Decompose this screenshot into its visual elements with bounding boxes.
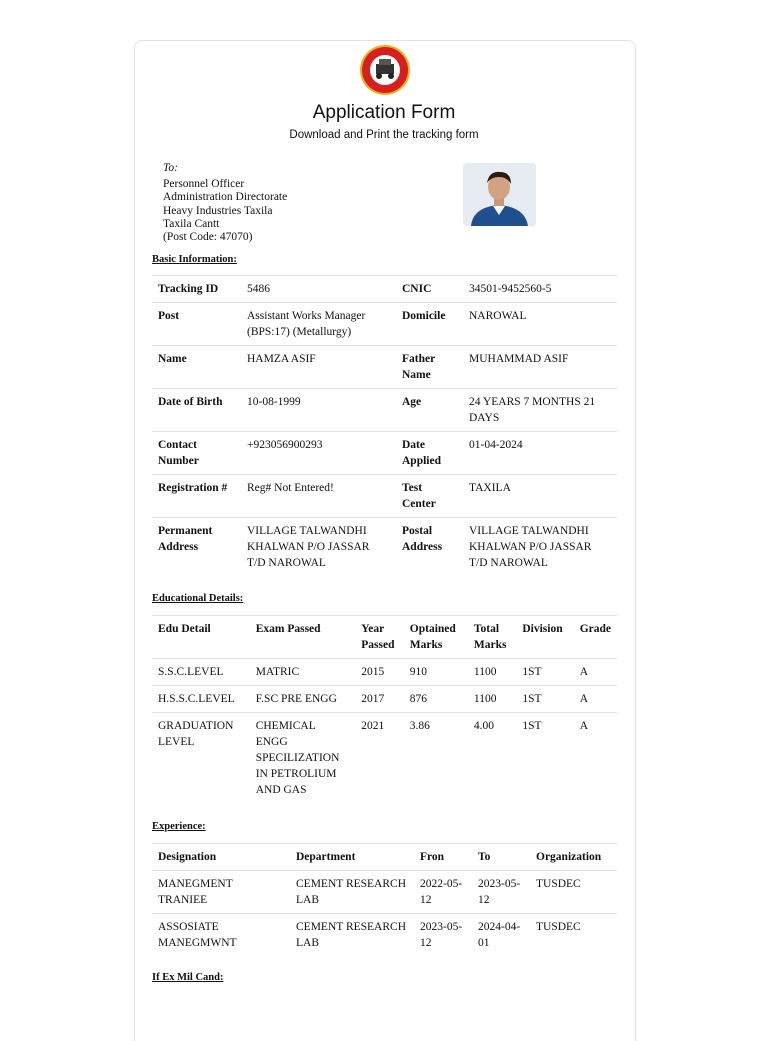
column-header: Year Passed [355, 616, 404, 659]
table-row [152, 475, 617, 518]
field-label: Name [152, 346, 241, 389]
table-cell: 1ST [516, 659, 573, 686]
section-experience: Experience: [152, 821, 206, 832]
table-row [152, 686, 617, 713]
field-value: 24 YEARS 7 MONTHS 21 DAYS [463, 389, 617, 432]
address-line: Administration Directorate [163, 191, 288, 204]
table-cell: A [574, 659, 617, 686]
table-cell: 2021 [355, 713, 404, 804]
table-cell: S.S.C.LEVEL [152, 659, 250, 686]
column-header: Division [516, 616, 573, 659]
table-cell: 1100 [468, 659, 516, 686]
section-basic-information: Basic Information: [152, 254, 237, 265]
column-header: Optained Marks [404, 616, 468, 659]
column-header: Organization [530, 844, 617, 871]
table-cell: 910 [404, 659, 468, 686]
table-cell: A [574, 713, 617, 804]
table-cell: TUSDEC [530, 871, 617, 914]
address-line: Personnel Officer [163, 178, 245, 191]
field-value: 5486 [241, 276, 396, 303]
field-label: Permanent Address [152, 518, 241, 577]
field-value: HAMZA ASIF [241, 346, 396, 389]
field-value: 01-04-2024 [463, 432, 617, 475]
table-row [152, 346, 617, 389]
column-header: Designation [152, 844, 290, 871]
recipient-address [163, 162, 287, 244]
table-row [152, 713, 617, 804]
table-row [152, 432, 617, 475]
section-educational-details: Educational Details: [152, 593, 244, 604]
column-header: To [472, 844, 530, 871]
section-ex-mil-candidate: If Ex Mil Cand: [152, 972, 224, 983]
table-header-row [152, 844, 617, 871]
column-header: Exam Passed [250, 616, 356, 659]
field-value: VILLAGE TALWANDHI KHALWAN P/O JASSAR T/D NAROWAL [463, 518, 617, 577]
address-line: Taxila Cantt [163, 217, 220, 230]
table-row [152, 518, 617, 577]
page-subtitle: Download and Print the tracking form [289, 129, 479, 141]
field-value: Assistant Works Manager (BPS:17) (Metallurgy) [241, 303, 396, 346]
table-row [152, 914, 617, 957]
applicant-photo [463, 163, 536, 226]
field-label: CNIC [396, 276, 463, 303]
field-label: Age [396, 389, 463, 432]
organization-seal-logo [357, 44, 413, 96]
field-label: Domicile [396, 303, 463, 346]
table-header-row [152, 616, 617, 659]
table-cell: 2024-04-01 [472, 914, 530, 957]
field-value: Reg# Not Entered! [241, 475, 396, 518]
table-cell: CHEMICAL ENGG SPECILIZATION IN PETROLIUM AND GAS [250, 713, 356, 804]
table-cell: 2023-05-12 [472, 871, 530, 914]
table-cell: 2022-05-12 [414, 871, 472, 914]
table-row [152, 303, 617, 346]
table-cell: TUSDEC [530, 914, 617, 957]
table-cell: CEMENT RESEARCH LAB [290, 914, 414, 957]
table-cell: 2023-05-12 [414, 914, 472, 957]
field-label: Date Applied [396, 432, 463, 475]
table-cell: 2015 [355, 659, 404, 686]
table-cell: MATRIC [250, 659, 356, 686]
field-label: Contact Number [152, 432, 241, 475]
table-cell: CEMENT RESEARCH LAB [290, 871, 414, 914]
column-header: Department [290, 844, 414, 871]
table-row [152, 871, 617, 914]
column-header: Total Marks [468, 616, 516, 659]
field-value: +923056900293 [241, 432, 396, 475]
page-title: Application Form [312, 102, 456, 123]
field-value: MUHAMMAD ASIF [463, 346, 617, 389]
table-cell: 876 [404, 686, 468, 713]
field-value: 10-08-1999 [241, 389, 396, 432]
basic-information-table [152, 275, 617, 576]
table-cell: 3.86 [404, 713, 468, 804]
field-label: Test Center [396, 475, 463, 518]
table-cell: 1ST [516, 686, 573, 713]
column-header: Grade [574, 616, 617, 659]
table-cell: ASSOSIATE MANEGMWNT [152, 914, 290, 957]
field-label: Registration # [152, 475, 241, 518]
table-row [152, 659, 617, 686]
table-cell: GRADUATION LEVEL [152, 713, 250, 804]
field-label: Father Name [396, 346, 463, 389]
address-line: (Post Code: 47070) [163, 231, 253, 244]
table-cell: 1ST [516, 713, 573, 804]
table-cell: MANEGMENT TRANIEE [152, 871, 290, 914]
address-line: Heavy Industries Taxila [163, 204, 273, 217]
educational-details-table [152, 615, 617, 803]
field-label: Postal Address [396, 518, 463, 577]
field-label: Post [152, 303, 241, 346]
table-cell: A [574, 686, 617, 713]
table-cell: 1100 [468, 686, 516, 713]
field-label: Tracking ID [152, 276, 241, 303]
table-cell: 2017 [355, 686, 404, 713]
column-header: Edu Detail [152, 616, 250, 659]
table-row [152, 276, 617, 303]
table-cell: F.SC PRE ENGG [250, 686, 356, 713]
field-value: TAXILA [463, 475, 617, 518]
table-cell: H.S.S.C.LEVEL [152, 686, 250, 713]
field-value: VILLAGE TALWANDHI KHALWAN P/O JASSAR T/D NAROWAL [241, 518, 396, 577]
experience-table [152, 843, 617, 956]
field-value: NAROWAL [463, 303, 617, 346]
table-cell: 4.00 [468, 713, 516, 804]
field-value: 34501-9452560-5 [463, 276, 617, 303]
address-to: To: [163, 162, 178, 174]
field-label: Date of Birth [152, 389, 241, 432]
table-row [152, 389, 617, 432]
column-header: Fron [414, 844, 472, 871]
